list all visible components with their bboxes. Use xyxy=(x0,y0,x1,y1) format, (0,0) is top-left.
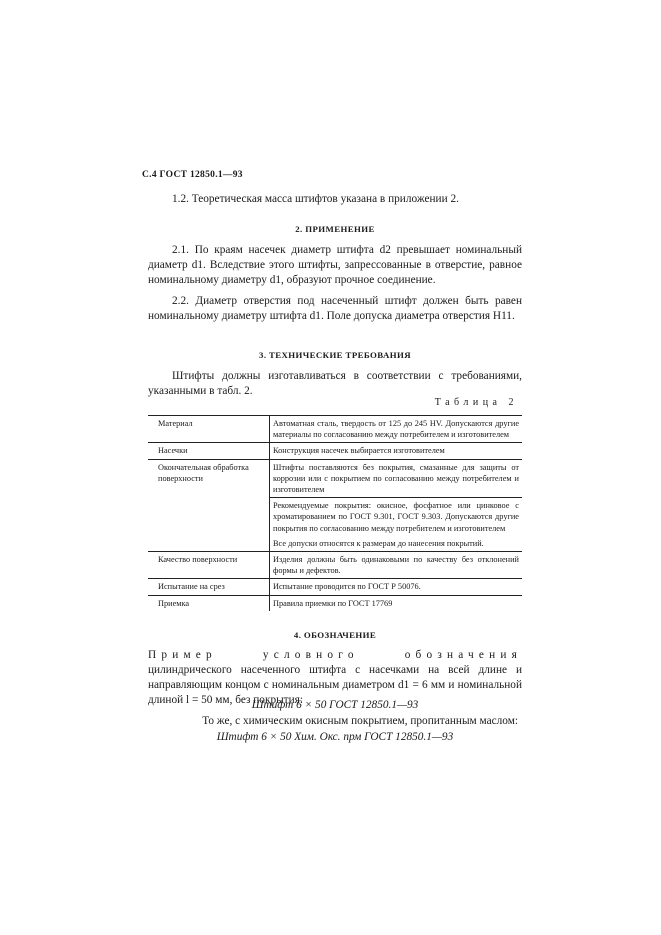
table-cell-value: Рекомендуемые покрытия: окисное, фосфатное или цинковое с хроматированием по ГОСТ 9.301, ГОСТ 9.303. Допускаются другие покрытия по согласованию между потребителем и изготовителем xyxy=(270,498,523,536)
paragraph-2-1: 2.1. По краям насечек диаметр штифта d2 превышает номинальный диаметр d1. Вследствие этого штифты, запрессованные в отверстие, равное номинальному диаметру d1, образуют прочное соединение. xyxy=(148,244,522,286)
table-row xyxy=(148,459,522,498)
table-row xyxy=(148,416,522,443)
table-cell-value: Испытание проводится по ГОСТ Р 50076. xyxy=(270,579,523,595)
table-cell-value: Штифты поставляются без покрытия, смазанные для защиты от коррозии или с покрытием по согласованию между потребителем и изготовителем xyxy=(270,459,523,498)
table-row xyxy=(148,579,522,595)
table-row xyxy=(148,443,522,459)
page-header: С.4 ГОСТ 12850.1—93 xyxy=(142,170,243,180)
table-row xyxy=(148,595,522,611)
table-caption: Таблица 2 xyxy=(434,397,518,408)
table-cell-label: Окончательная обработка поверхности xyxy=(148,459,270,551)
section-3-title: 3. ТЕХНИЧЕСКИЕ ТРЕБОВАНИЯ xyxy=(259,350,411,360)
table-cell-label: Испытание на срез xyxy=(148,579,270,595)
table-cell-label: Насечки xyxy=(148,443,270,459)
table-cell-value: Конструкция насечек выбирается изготовителем xyxy=(270,443,523,459)
table-cell-label: Материал xyxy=(148,416,270,443)
designation-1: Штифт 6 × 50 ГОСТ 12850.1—93 xyxy=(251,699,419,711)
requirements-table xyxy=(148,415,522,611)
designation-2: Штифт 6 × 50 Хим. Окс. прм ГОСТ 12850.1—93 xyxy=(216,731,454,743)
table-cell-value: Правила приемки по ГОСТ 17769 xyxy=(270,595,523,611)
table-cell-label: Качество поверхности xyxy=(148,552,270,579)
section-2-title: 2. ПРИМЕНЕНИЕ xyxy=(295,224,375,234)
table-cell-value: Изделия должны быть одинаковыми по качеству без отклонений формы и дефектов. xyxy=(270,552,523,579)
table-cell-value: Автоматная сталь, твердость от 125 до 245 HV. Допускаются другие материалы по согласованию между потребителем и изготовителем xyxy=(270,416,523,443)
table-cell-value: Все допуски относятся к размерам до нанесения покрытий. xyxy=(270,536,523,552)
example-lead: Пример условного обозначения xyxy=(148,649,522,661)
table-row xyxy=(148,552,522,579)
paragraph-2-2: 2.2. Диаметр отверстия под насеченный штифт должен быть равен номинальному диаметру штифта d1. Поле допуска диаметра отверстия H11. xyxy=(148,295,522,322)
table-cell-label: Приемка xyxy=(158,598,190,608)
section-3-intro: Штифты должны изготавливаться в соответствии с требованиями, указанными в табл. 2. xyxy=(148,370,522,397)
section-4-title: 4. ОБОЗНАЧЕНИЕ xyxy=(293,630,377,640)
example-rest: цилиндрического насеченного штифта с насечками на всей длине и направляющим концом с номинальным диаметром d1 = 6 мм и номинальной длиной l = 50 мм, без покрытия: xyxy=(148,664,522,706)
also-line: То же, с химическим окисным покрытием, пропитанным маслом: xyxy=(202,715,518,727)
paragraph-1-2: 1.2. Теоретическая масса штифтов указана в приложении 2. xyxy=(172,193,459,205)
